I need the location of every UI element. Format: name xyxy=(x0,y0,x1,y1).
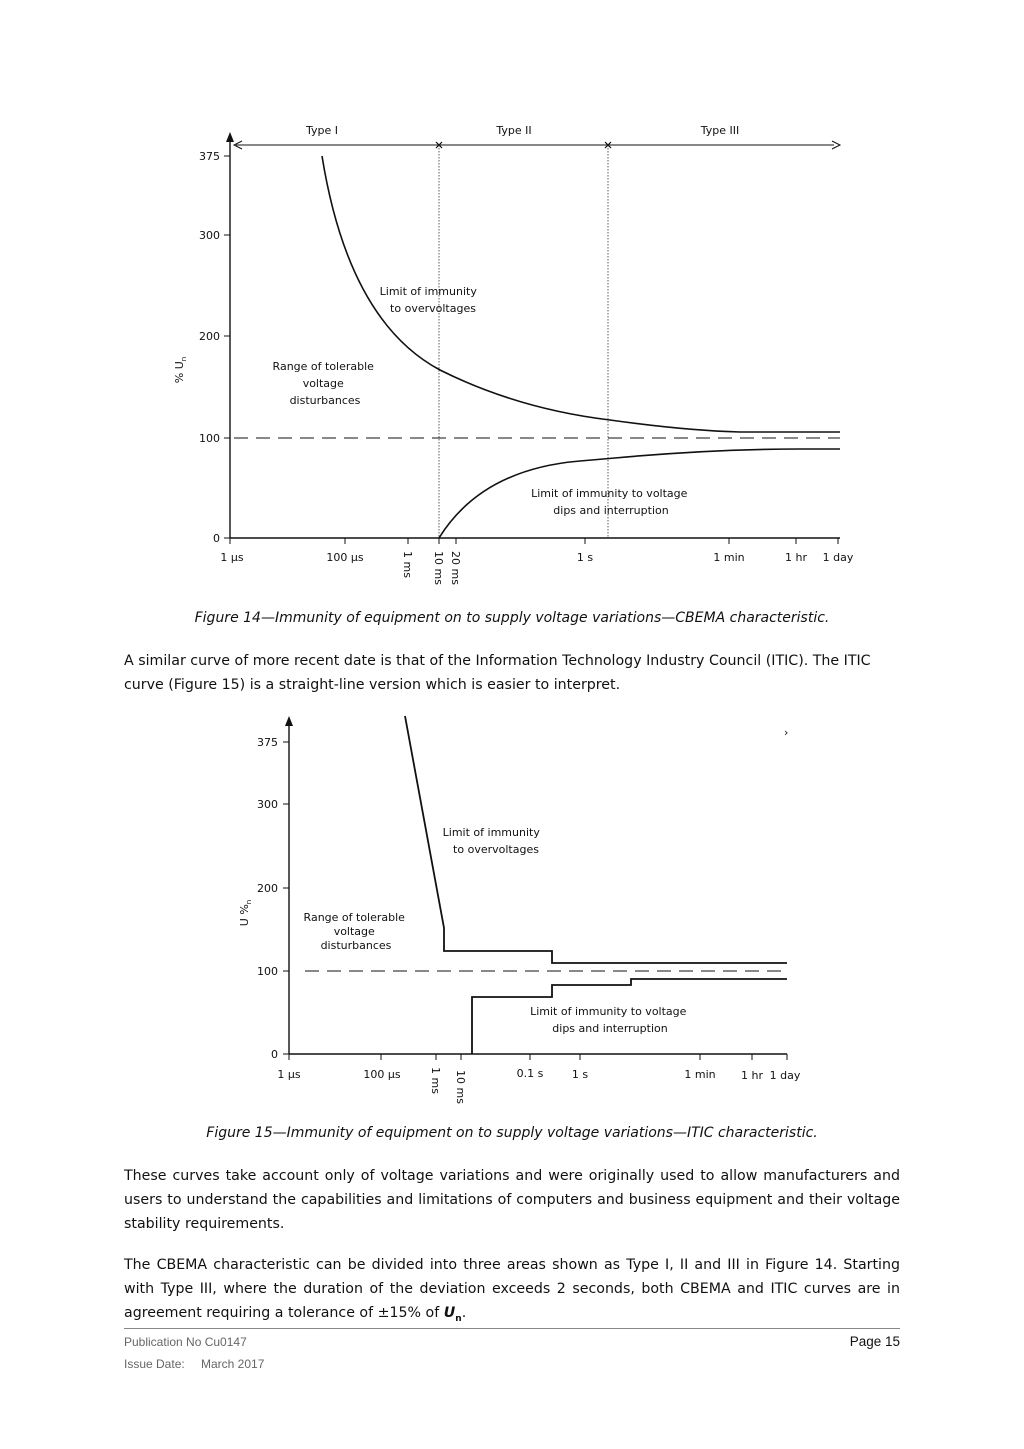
x-tick-label: 10 ms xyxy=(454,1070,467,1104)
x-tick-label: 1 hr xyxy=(785,551,807,564)
paragraph-curves-purpose: These curves take account only of voltage variations and were originally used to allow manufacturers and users to understand the capabilities and limitations of computers and business equipment and their voltage stability requirements. xyxy=(124,1168,900,1232)
figure-15-itic-diagram xyxy=(0,708,1024,1108)
itic-svg xyxy=(0,708,1024,1108)
figure-14-caption: Figure 14—Immunity of equipment on to supply voltage variations—CBEMA characteristic. xyxy=(194,610,830,626)
y-axis-label-group xyxy=(238,900,253,926)
annotation-range: Range of tolerable voltage disturbances xyxy=(303,911,405,952)
y-axis-label-group xyxy=(173,357,188,383)
y-tick-label: 375 xyxy=(257,736,278,749)
y-tick-label: 0 xyxy=(271,1048,278,1061)
y-tick-label: 100 xyxy=(199,432,220,445)
x-tick-label: 1 μs xyxy=(220,551,244,564)
x-ticks xyxy=(230,538,838,544)
cbema-svg xyxy=(0,118,1024,600)
x-tick-label: 1 hr xyxy=(741,1069,763,1082)
footer-divider xyxy=(124,1328,900,1329)
symbol-u-subscript: n xyxy=(455,1313,462,1324)
footer-page-number: Page 15 xyxy=(849,1334,900,1349)
annotation-overvoltage: Limit of immunity to overvoltages xyxy=(442,826,540,856)
x-tick-label: 20 ms xyxy=(449,551,462,585)
symbol-u: U xyxy=(443,1305,456,1321)
y-axis-arrow xyxy=(226,132,234,142)
x-tick-label: 1 min xyxy=(684,1068,716,1081)
x-tick-label: 1 ms xyxy=(429,1067,442,1094)
overvoltage-line xyxy=(405,716,787,963)
region-label-type-2: Type II xyxy=(496,124,532,137)
figure-15-caption: Figure 15—Immunity of equipment on to supply voltage variations—ITIC characteristic. xyxy=(206,1125,818,1141)
annotation-overvoltage: Limit of immunity to overvoltages xyxy=(379,285,477,315)
footer-publication: Publication No Cu0147 xyxy=(124,1335,247,1349)
y-axis-label: U $\%_n$ xyxy=(238,899,253,927)
x-ticks xyxy=(289,1054,787,1060)
annotation-dips: Limit of immunity to voltage dips and interruption xyxy=(531,487,688,517)
x-tick-label: 1 ms xyxy=(401,551,414,578)
footer-issue-date: March 2017 xyxy=(201,1357,265,1371)
x-tick-label: 1 day xyxy=(822,551,854,564)
x-tick-label: 100 μs xyxy=(326,551,364,564)
paragraph-cbema-types xyxy=(124,1253,900,1331)
stray-mark: › xyxy=(784,726,789,739)
annotation-range: Range of tolerable voltage disturbances xyxy=(272,360,374,407)
y-tick-label: 100 xyxy=(257,965,278,978)
paragraph-itic-intro: A similar curve of more recent date is that of the Information Technology Industry Council (ITIC). The ITIC curve (Figure 15) is a straight-line version which is easier to interpret. xyxy=(124,653,871,693)
y-tick-label: 0 xyxy=(213,532,220,545)
y-tick-label: 200 xyxy=(199,330,220,343)
paragraph-end: . xyxy=(461,1305,467,1321)
y-tick-label: 300 xyxy=(199,229,220,242)
x-tick-label: 1 s xyxy=(576,551,594,564)
y-tick-label: 375 xyxy=(199,150,220,163)
y-ticks xyxy=(224,156,230,538)
x-tick-label: 1 min xyxy=(713,551,745,564)
region-label-type-3: Type III xyxy=(700,124,740,137)
paragraph-cbema-text: The CBEMA characteristic can be divided into three areas shown as Type I, II and III in Figure 14. Starting with Type III, where the duration of the deviation exceeds 2 seconds, both CBEMA and ITIC curves are in agreement requiring a tolerance of ±15% of xyxy=(124,1257,900,1321)
footer-issue-label: Issue Date: xyxy=(124,1357,185,1371)
annotation-dips: Limit of immunity to voltage dips and interruption xyxy=(530,1005,687,1035)
figure-14-cbema-diagram xyxy=(0,118,1024,600)
region-label-type-1: Type I xyxy=(305,124,339,137)
x-tick-label: 1 s xyxy=(571,1068,589,1081)
x-tick-label: 10 ms xyxy=(432,551,445,585)
y-axis-arrow xyxy=(285,716,293,726)
y-tick-label: 300 xyxy=(257,798,278,811)
y-axis-label: % $U_n$ xyxy=(173,356,188,384)
x-tick-label: 1 μs xyxy=(277,1068,301,1081)
x-tick-label: 0.1 s xyxy=(516,1067,544,1080)
y-tick-label: 200 xyxy=(257,882,278,895)
x-tick-label: 100 μs xyxy=(363,1068,401,1081)
x-tick-label: 1 day xyxy=(769,1069,801,1082)
y-ticks xyxy=(283,742,289,1054)
